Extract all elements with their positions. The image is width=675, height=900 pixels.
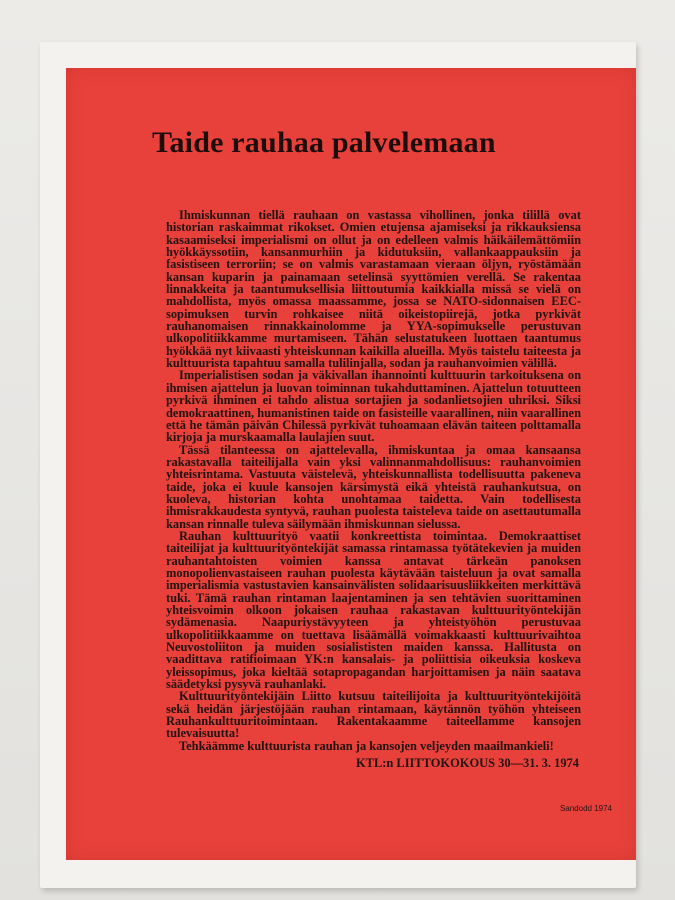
manifesto-text [166, 209, 581, 769]
signature: KTL:n LIITTOKOKOUS 30—31. 3. 1974 [355, 756, 579, 771]
paragraph: Kulttuurityöntekijäin Liitto kutsuu taiteilijoita ja kulttuurityöntekijöitä sekä heidän järjestöjään rauhan rintamaan, käytännön työhön yhteiseen Rauhankulttuuritoimintaan. Rakentakaamme taiteellamme kansojen tulevaisuutta! [166, 689, 581, 741]
paragraph: Imperialistisen sodan ja väkivallan ihannointi kulttuurin tarkoituksena on ihmisen ajattelun ja luovan toiminnan tukahduttaminen. Ajattelun totuutteen pyrkivä ihminen ei tahdo alistua sortajien ja sodanlietsojien uhriksi. Siksi demokraattinen, humanistinen taide on fasisteille vaarallinen, niin vaarallinen että he tämän päivän Chilessä pyrkivät tuhoamaan elävän taiteen polttamalla kirjoja ja murskaamalla laulajien suut. [166, 368, 581, 445]
paragraph: Rauhan kulttuurityö vaatii konkreettista toimintaa. Demokraattiset taiteilijat ja kulttuurityöntekijät samassa rintamassa työtätekevien ja muiden rauhantahtoisten voimien kanssa antavat tärkeän panoksen monopolienvastaiseen rauhan puolesta käytävään taisteluun ja ovat samalla imperialismia vastustavien kansainvälisten solidaarisuusliikkeiten merkittävä tuki. Tämä rauhan rintaman laajentaminen ja sen tehtävien suorittaminen yhteisvoimin olkoon jokaisen rauhaa rakastavan kulttuurityöntekijän sydämenasia. Naapuriystävyyteen ja yhteistyöhön perustuvaa ulkopolitiikkaamme on tuettava lisäämällä voimakkaasti kulttuurivaihtoa Neuvostoliiton ja muiden sosialististen maiden kanssa. Hallitusta on vaadittava ratifioimaan YK:n kansalais- ja poliittisia oikeuksia koskeva yleissopimus, joka kieltää sotapropagandan harjoittamisen ja näin saatava säädetyksi pysyvä rauhanlaki. [166, 528, 581, 692]
printer-mark: Sandodd 1974 [559, 804, 612, 813]
paragraph: Tehkäämme kulttuurista rauhan ja kansojen veljeyden maailmankieli! [179, 738, 554, 753]
page-title: Taide rauhaa palvelemaan [152, 126, 496, 159]
paragraph: Ihmiskunnan tiellä rauhaan on vastassa vihollinen, jonka tilillä ovat historian raskaimmat rikokset. Omien etujensa ajamiseksi ja rikkauksiensa kasaamiseksi imperialismi on ollut ja on edelleen valmis häikäilemättömiin hyökkäyssotiin, kansanmurhiin ja kidutuksiin, vallankaappauksiin ja fasistiseen terroriin; se on valmis varastamaan vieraan öljyn, ryöstämään kansan kuparin ja painamaan setelinsä syyttömien verellä. Se rakentaa linnakkeita ja taantumuksellisia liittoutumia kaikkialla missä se vielä on mahdollista, myös omassa maassamme, jossa se NATO-sidonnaisen EEC-sopimuksen turvin rohkaisee niitä oikeistopiirejä, jotka pyrkivät rauhanomaisen rinnakkainolomme ja YYA-sopimukselle perustuvan ulkopolitiikkamme murtamiseen. Tähän selustatukeen luottaen taantumus hyökkää nyt kiivaasti yhteiskunnan kaikilla alueilla. Myös taistelu taiteesta ja kulttuurista tapahtuu samalla tulilinjalla, sodan ja rauhanvoimien välillä. [166, 208, 581, 371]
paragraph: Tässä tilanteessa on ajattelevalla, ihmiskuntaa ja omaa kansaansa rakastavalla taiteilijalla vain yksi valinnanmahdollisuus: rauhanvoimien yhteisrintama. Vastuuta väistelevä, yhteiskunnallista todellisuutta pakeneva taide, joka ei kuule kansojen kärsimystä eikä yhteistä rauhankutsua, on kuoleva, historian kohta unohtamaa taidetta. Vain todellisesta ihmisrakkaudesta syntyvä, rauhan puolesta taisteleva taide on asettautumalla kansan rinnalle tuleva säilymään ihmiskunnan sielussa. [166, 442, 581, 531]
back-cover [66, 68, 636, 860]
